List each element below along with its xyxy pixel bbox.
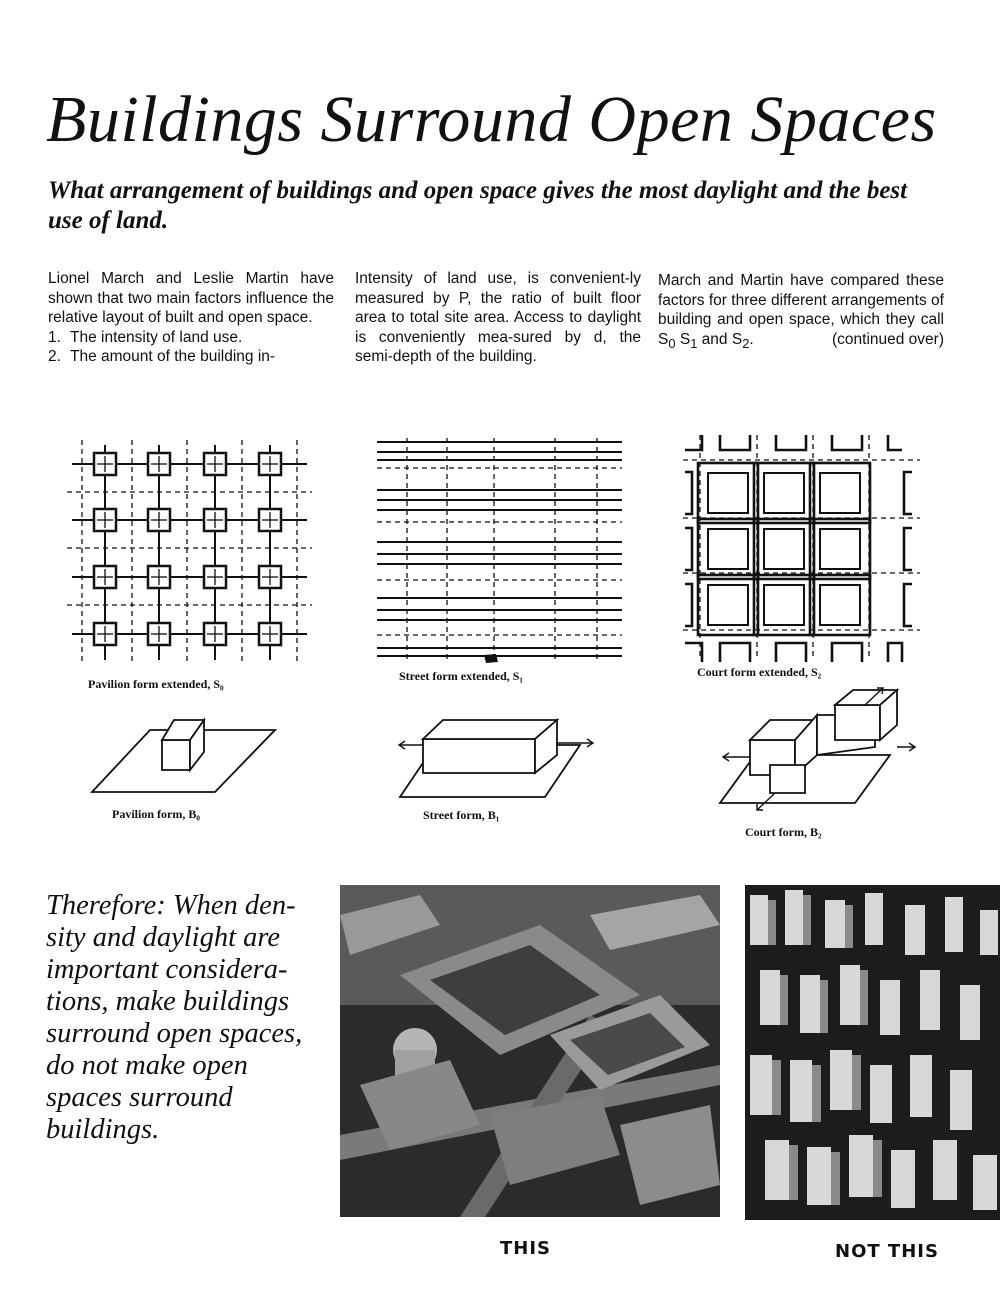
column-3-s1: S: [675, 330, 691, 348]
list-item-text: The amount of the building in-: [70, 348, 276, 365]
column-2-text: Intensity of land use, is convenient-ly measured by P, the ratio of built floor area to total site area. Access to daylight is conveniently mea-sured by d, the semi-depth of the building.: [355, 270, 641, 365]
street-plan-diagram: [372, 430, 632, 670]
pavilion-plan-caption: Pavilion form extended, S₀: [88, 677, 224, 691]
text-column-1: [48, 269, 334, 367]
list-item: [48, 347, 334, 367]
court-plan-caption: Court form extended, S₂: [697, 665, 822, 679]
street-form-caption: Street form, B₁: [423, 808, 500, 822]
subscript-s1: 1: [690, 335, 698, 351]
therefore-pattern-statement: Therefore: When den-sity and daylight are important considera-tions, make buildings surround open spaces, do not make open spaces surround buildings.: [46, 890, 303, 1145]
pavilion-form-caption: Pavilion form, B₀: [112, 807, 200, 821]
pavilion-form-diagram: [90, 710, 290, 800]
aerial-photo-image: [340, 885, 720, 1217]
page-title: Buildings Surround Open Spaces: [46, 83, 937, 156]
pavilion-plan-diagram: [62, 430, 322, 670]
column-3-main: March and Martin have compared these factors for three different arrangements of building and open space, which they call S: [658, 272, 944, 348]
column-1-intro: Lionel March and Leslie Martin have shown that two main factors influence the relative layout of built and open space.: [48, 270, 334, 326]
list-item-number: 1.: [48, 328, 61, 346]
street-form-diagram: [395, 715, 605, 805]
column-3-and: and S: [697, 330, 743, 348]
subscript-s0: 0: [668, 335, 676, 351]
court-form-caption: Court form, B₂: [745, 825, 822, 839]
not-this-label: NOT THIS: [835, 1241, 939, 1262]
aerial-photo-tower-blocks: [745, 885, 1000, 1220]
this-label: THIS: [500, 1238, 552, 1259]
list-item-text: The intensity of land use.: [70, 328, 243, 346]
text-column-3: [658, 271, 944, 353]
subscript-s2: 2: [742, 335, 750, 351]
aerial-photo-city-courtyards: [340, 885, 720, 1217]
text-column-2: [355, 269, 641, 367]
court-plan-diagram: [680, 430, 925, 665]
column-3-end: .: [749, 330, 754, 348]
list-item-number: 2.: [48, 348, 61, 365]
page-subtitle: What arrangement of buildings and open space gives the most daylight and the best use of land.: [48, 177, 908, 234]
list-item: [48, 328, 334, 348]
aerial-photo-image: [745, 885, 1000, 1220]
column-3-text: [658, 271, 944, 353]
court-form-diagram: [715, 685, 925, 825]
continued-note: (continued over): [831, 330, 944, 348]
street-plan-caption: Street form extended, S₁: [399, 669, 524, 683]
